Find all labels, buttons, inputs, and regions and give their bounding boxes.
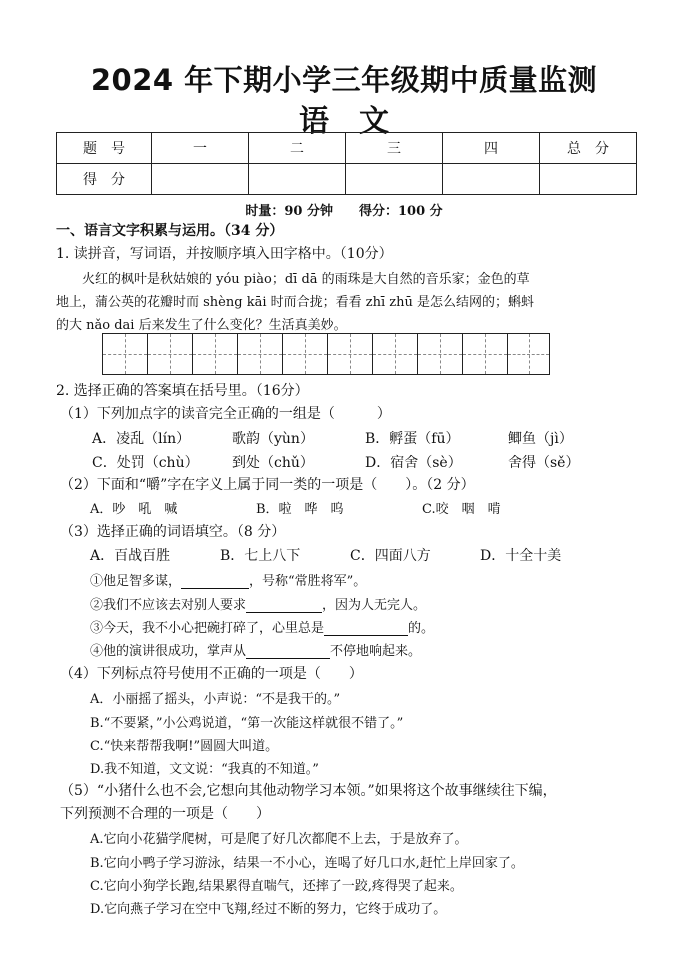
option-B-2[interactable]: 鲫鱼（jì） [508,431,573,447]
score-header-cell: 总 分 [540,133,637,164]
subquestion-4-stem: （4）下列标点符号使用不正确的一项是（ ） [60,666,363,682]
option-A[interactable]: A．百战百胜 [90,548,171,564]
score-header-cell: 三 [346,133,443,164]
tianzige-cell[interactable] [418,334,463,374]
subquestion-3-stem: （3）选择正确的词语填空。（8 分） [60,524,286,540]
option-B[interactable]: B．孵蛋（fū） [365,431,460,447]
tianzige-cell[interactable] [238,334,283,374]
tianzige-cell[interactable] [148,334,193,374]
option-C[interactable]: C．四面八方 [350,548,431,564]
score-row-label: 得 分 [57,164,152,195]
section-heading: 一、语言文字积累与运用。（34 分） [56,223,284,239]
exam-meta: 时量：90 分钟 得分：100 分 [245,204,443,219]
score-header-cell: 四 [443,133,540,164]
option-D[interactable]: D.我不知道，文文说：“我真的不知道。” [90,762,319,777]
option-C[interactable]: C.“快来帮帮我啊!”圆圆大叫道。 [90,739,279,754]
fill-sentence-4: ④他的演讲很成功，掌声从 不停地响起来。 [90,644,422,659]
option-D[interactable]: D.它向燕子学习在空中飞翔,经过不断的努力，它终于成功了。 [90,902,447,917]
score-cell[interactable] [346,164,443,195]
option-C[interactable]: C.咬 咽 啃 [422,502,501,517]
subquestion-5-stem-cont: 下列预测不合理的一项是（ ） [60,806,270,822]
score-value-row [57,164,637,195]
option-C[interactable]: C.它向小狗学长跑,结果累得直喘气，还摔了一跤,疼得哭了起来。 [90,879,463,894]
score-cell[interactable] [540,164,637,195]
answer-blank[interactable] [324,621,408,636]
score-header-cell: 题 号 [57,133,152,164]
subquestion-1-stem: （1）下列加点字的读音完全正确的一组是（ ） [60,406,391,422]
question-2-stem: 2. 选择正确的答案填在括号里。（16分） [56,383,309,399]
option-A[interactable]: A．吵 吼 喊 [90,502,178,517]
answer-blank[interactable] [181,574,249,589]
tianzige-grid[interactable] [102,333,550,375]
question-1-line: 的大 nǎo dai 后来发生了什么变化？生活真美妙。 [56,318,347,333]
question-1-stem: 1. 读拼音，写词语，并按顺序填入田字格中。（10分） [56,246,393,262]
answer-blank[interactable] [246,644,330,659]
tianzige-cell[interactable] [103,334,148,374]
option-B[interactable]: B．七上八下 [220,548,301,564]
score-cell[interactable] [152,164,249,195]
fill-sentence-2: ②我们不应该去对别人要求 ，因为人无完人。 [90,598,427,613]
score-header-row [57,133,637,164]
score-cell[interactable] [443,164,540,195]
score-header-cell: 二 [249,133,346,164]
option-B[interactable]: B.“不要紧，”小公鸡说道，“第一次能这样就很不错了。” [90,716,404,731]
fill-sentence-1: ①他足智多谋， ，号称“常胜将军”。 [90,574,367,589]
option-C-2[interactable]: 到处（chǔ） [232,455,314,471]
exam-title: 2024 年下期小学三年级期中质量监测 [90,63,598,97]
option-B[interactable]: B.它向小鸭子学习游泳，结果一不小心，连喝了好几口水,赶忙上岸回家了。 [90,856,524,871]
option-A[interactable]: A．凌乱（lín） [92,431,191,447]
score-cell[interactable] [249,164,346,195]
subject-title: 语 文 [299,104,389,139]
option-A[interactable]: A．小丽摇了摇头，小声说：“不是我干的。” [90,692,341,707]
tianzige-cell[interactable] [373,334,418,374]
score-header-cell: 一 [152,133,249,164]
question-1-line: 火红的枫叶是秋姑娘的 yóu piào；dī dā 的雨珠是大自然的音乐家；金色的草 [82,272,530,287]
subquestion-5-stem: （5）“小猪什么也不会,它想向其他动物学习本领。”如果将这个故事继续往下编， [60,783,557,799]
answer-blank[interactable] [246,598,322,613]
option-C[interactable]: C．处罚（chù） [92,455,199,471]
fill-sentence-3: ③今天，我不小心把碗打碎了，心里总是 的。 [90,621,435,636]
tianzige-cell[interactable] [283,334,328,374]
tianzige-cell[interactable] [463,334,508,374]
tianzige-cell[interactable] [193,334,238,374]
score-table [56,132,637,195]
option-D-2[interactable]: 舍得（sě） [508,455,580,471]
subquestion-2-stem: （2）下面和“嚼”字在字义上属于同一类的一项是（ ）。（2 分） [60,477,475,493]
option-A[interactable]: A.它向小花猫学爬树，可是爬了好几次都爬不上去，于是放弃了。 [90,832,468,847]
option-A-2[interactable]: 歌韵（yùn） [232,431,314,447]
option-D[interactable]: D．宿舍（sè） [365,455,462,471]
tianzige-cell[interactable] [328,334,373,374]
option-B[interactable]: B．啦 哗 呜 [256,502,344,517]
question-1-line: 地上，蒲公英的花瓣时而 shèng kāi 时而合拢；看看 zhī zhū 是怎么结网的；蝌蚪 [56,295,534,310]
option-D[interactable]: D．十全十美 [480,548,562,564]
tianzige-cell[interactable] [508,334,549,374]
